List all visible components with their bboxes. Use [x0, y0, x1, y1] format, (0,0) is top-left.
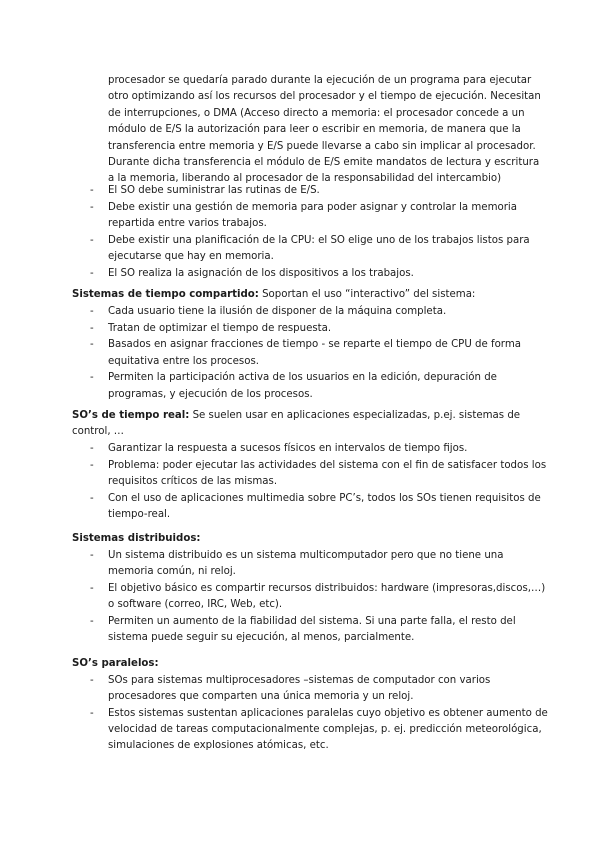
bullet-dash: -: [90, 339, 94, 351]
text-line: a la memoria, liberando al procesador de la responsabilidad del intercambio): [108, 173, 502, 185]
list-item-text: Problema: poder ejecutar las actividades del sistema con el fin de satisfacer todos los: [108, 459, 547, 471]
batch-requirements-list: [72, 182, 532, 282]
list-item-text: simulaciones de explosiones atómicas, etc.: [108, 740, 329, 752]
list-item: [72, 706, 548, 755]
list-item: [72, 458, 547, 490]
bullet-dash: -: [90, 267, 94, 279]
bullet-dash: -: [90, 306, 94, 317]
list-item-text: El SO realiza la asignación de los dispositivos a los trabajos.: [108, 267, 414, 279]
list-item-text: Debe existir una gestión de memoria para poder asignar y controlar la memoria: [108, 201, 517, 213]
bullet-dash: -: [90, 322, 94, 334]
section-intro: Soportan el uso “interactivo” del sistema:: [258, 289, 476, 300]
list-item-text: SOs para sistemas multiprocesadores –sistemas de computador con varios: [108, 675, 491, 686]
bullet-dash: -: [90, 550, 94, 561]
list-item-text: Estos sistemas sustentan aplicaciones paralelas cuyo objetivo es obtener aumento de: [108, 707, 548, 719]
list-item-text: velocidad de tareas computacionalmente complejas, p. ej. predicción meteorológica,: [108, 724, 542, 736]
section-distributed: [72, 531, 546, 647]
bullet-dash: -: [90, 615, 94, 627]
text-line: Durante dicha transferencia el módulo de E/S emite mandatos de lectura y escritura: [108, 157, 540, 169]
list-item: [72, 321, 532, 337]
list-item: [72, 370, 532, 402]
bullet-dash: -: [90, 675, 94, 686]
list-item: [72, 304, 532, 320]
list-item: [72, 337, 532, 369]
continuation-paragraph: [108, 73, 541, 188]
list-item: [72, 200, 532, 232]
list-item: [72, 491, 541, 523]
section-heading: [72, 408, 532, 424]
list-item-text: tiempo-real.: [108, 508, 171, 520]
list-item-text: equitativa entre los procesos.: [108, 355, 260, 367]
bullet-dash: -: [90, 185, 94, 196]
text-line: otro optimizando así los recursos del procesador y el tiempo de ejecución. Necesitan: [108, 91, 541, 103]
list-item: [72, 581, 546, 613]
section-intro: Se suelen usar en aplicaciones especializadas, p.ej. sistemas de: [189, 410, 521, 421]
list-item: [72, 233, 532, 265]
list-item-text: Basados en asignar fracciones de tiempo - se reparte el tiempo de CPU de forma: [108, 339, 521, 351]
list-item-text: Debe existir una planificación de la CPU: el SO elige uno de los trabajos listos para: [108, 234, 530, 246]
bullet-dash: -: [90, 201, 94, 213]
list-item-text: Cada usuario tiene la ilusión de disponer de la máquina completa.: [108, 306, 447, 317]
list-item-text: Con el uso de aplicaciones multimedia sobre PC’s, todos los SOs tienen requisitos de: [108, 492, 541, 504]
list-item-text: ejecutarse que hay en memoria.: [108, 250, 274, 262]
list-item: [72, 673, 532, 705]
list-item-text: Permiten un aumento de la fiabilidad del sistema. Si una parte falla, el resto del: [108, 615, 516, 627]
section-title: SO’s paralelos:: [72, 658, 159, 669]
text-line: transferencia entre memoria y E/S puede llevarse a cabo sin implicar al procesador.: [108, 140, 536, 152]
bullet-dash: -: [90, 234, 94, 246]
bullet-dash: -: [90, 582, 94, 594]
list-item-text: Un sistema distribuido es un sistema multicomputador pero que no tiene una: [108, 550, 504, 561]
text-line: módulo de E/S la autorización para leer o escribir en memoria, de manera que la: [108, 124, 521, 136]
section-time-sharing: [72, 287, 532, 403]
section-heading: [72, 531, 532, 547]
list-item-text: El SO debe suministrar las rutinas de E/S.: [108, 185, 320, 196]
list-item-text: programas, y ejecución de los procesos.: [108, 388, 313, 400]
list-item: [72, 441, 532, 457]
list-item-text: Tratan de optimizar el tiempo de respuesta.: [108, 322, 332, 334]
list-item: [72, 614, 532, 646]
list-item-text: requisitos críticos de las mismas.: [108, 475, 278, 487]
section-intro-continued: control, …: [72, 426, 124, 437]
bullet-dash: -: [90, 372, 94, 384]
bullet-dash: -: [90, 707, 94, 719]
list-item-text: memoria común, ni reloj.: [108, 566, 236, 578]
section-title: Sistemas de tiempo compartido:: [72, 289, 259, 300]
section-real-time: [72, 408, 547, 524]
bullet-dash: -: [90, 492, 94, 504]
list-item-text: o software (correo, IRC, Web, etc).: [108, 599, 283, 611]
list-item-text: repartida entre varios trabajos.: [108, 217, 267, 229]
bullet-dash: -: [90, 459, 94, 471]
text-line: procesador se quedaría parado durante la ejecución de un programa para ejecutar: [108, 75, 532, 86]
section-heading: [72, 656, 532, 672]
section-title: SO’s de tiempo real:: [72, 410, 190, 421]
section-parallel: [72, 656, 548, 755]
list-item: [72, 183, 532, 199]
list-item-text: Permiten la participación activa de los usuarios en la edición, depuración de: [108, 372, 497, 384]
list-item: [72, 548, 532, 580]
list-item: [72, 266, 532, 282]
list-item-text: Garantizar la respuesta a sucesos físicos en intervalos de tiempo fijos.: [108, 443, 468, 454]
bullet-dash: -: [90, 443, 94, 454]
section-title: Sistemas distribuidos:: [72, 533, 201, 544]
section-heading: [72, 287, 532, 303]
list-item-text: procesadores que comparten una única memoria y un reloj.: [108, 691, 414, 703]
text-line: de interrupciones, o DMA (Acceso directo a memoria: el procesador concede a un: [108, 107, 525, 119]
list-item-text: El objetivo básico es compartir recursos distribuidos: hardware (impresoras,discos,…): [108, 582, 546, 594]
list-item-text: sistema puede seguir su ejecución, al menos, parcialmente.: [108, 632, 415, 644]
